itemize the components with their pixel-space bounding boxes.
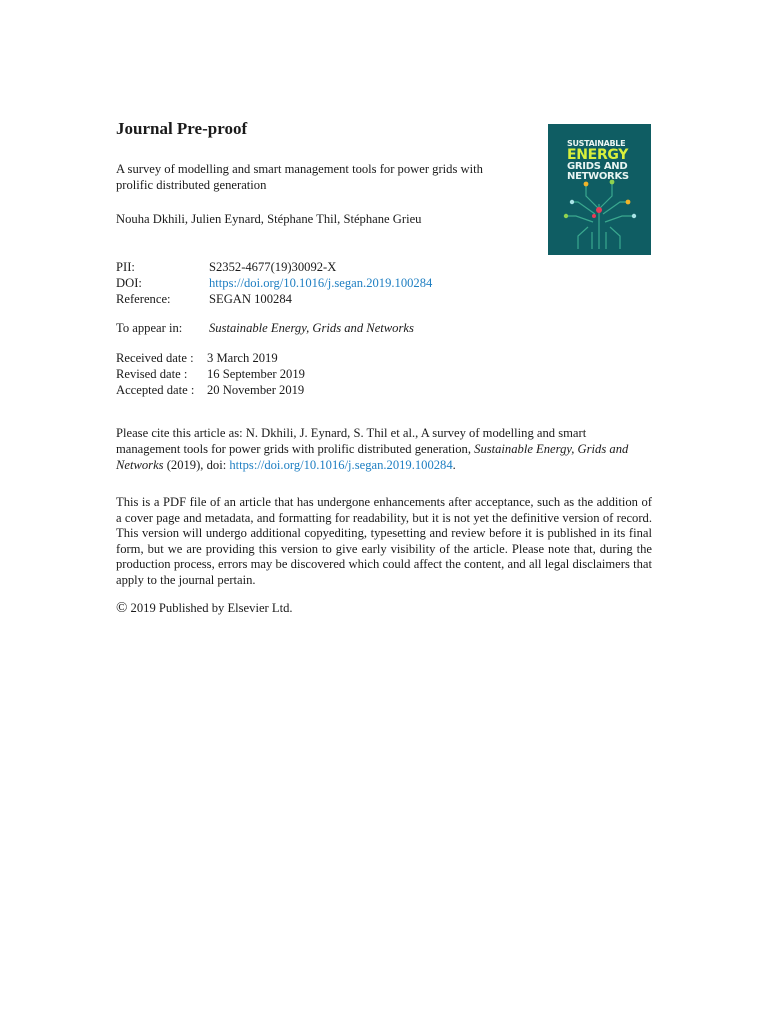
- doi-link[interactable]: https://doi.org/10.1016/j.segan.2019.100284: [209, 276, 433, 290]
- cover-journal-name: [567, 139, 629, 182]
- reference-label: Reference:: [116, 292, 171, 306]
- accepted-date-value: 20 November 2019: [207, 383, 305, 397]
- citation-middle: (2019), doi:: [163, 458, 230, 472]
- cover-line-sustainable: SUSTAINABLE: [567, 139, 626, 148]
- received-date-label: Received date :: [116, 351, 194, 365]
- doi-label: DOI:: [116, 276, 142, 290]
- citation-prefix: Please cite this article as: N. Dkhili, J. Eynard, S. Thil et al., A survey of modelling and smart management tools for power grids with prolific distributed generation,: [116, 426, 587, 456]
- accepted-date-label: Accepted date :: [116, 383, 195, 397]
- copyright-symbol: ©: [116, 600, 128, 616]
- citation-journal: Sustainable Energy, Grids and Networks: [116, 442, 629, 472]
- article-authors: Nouha Dkhili, Julien Eynard, Stéphane Thil, Stéphane Grieu: [116, 212, 422, 226]
- pii-value: S2352-4677(19)30092-X: [209, 260, 337, 274]
- copyright-line: [116, 600, 293, 617]
- citation-doi-link[interactable]: https://doi.org/10.1016/j.segan.2019.100284: [229, 458, 453, 472]
- revised-date-label: Revised date :: [116, 367, 188, 381]
- cover-line-grids: GRIDS AND: [567, 161, 628, 172]
- citation-suffix: .: [452, 458, 456, 472]
- journal-pre-proof-heading: Journal Pre-proof: [116, 119, 248, 138]
- article-title: A survey of modelling and smart management tools for power grids with prolific distributed generation: [116, 162, 483, 192]
- received-date-value: 3 March 2019: [207, 351, 278, 365]
- pre-proof-notice: This is a PDF file of an article that has undergone enhancements after acceptance, such as the addition of a cover page and metadata, and formatting for readability, but it is not yet the definitive version of record. This version will undergo additional copyediting, typesetting and review before it is published in its final form, but we are providing this version to give early visibility of the article. Please note that, during the production process, errors may be discovered which could affect the content, and all legal disclaimers that apply to the journal pertain.: [116, 495, 652, 587]
- journal-cover-image: [548, 124, 651, 255]
- cover-line-networks: NETWORKS: [567, 171, 629, 182]
- cover-line-energy: ENERGY: [567, 147, 629, 163]
- to-appear-label: To appear in:: [116, 321, 183, 335]
- pii-label: PII:: [116, 260, 135, 274]
- copyright-text: 2019 Published by Elsevier Ltd.: [127, 601, 293, 615]
- to-appear-journal: Sustainable Energy, Grids and Networks: [209, 321, 414, 335]
- citation-paragraph: [116, 425, 652, 473]
- reference-value: SEGAN 100284: [209, 292, 292, 306]
- revised-date-value: 16 September 2019: [207, 367, 305, 381]
